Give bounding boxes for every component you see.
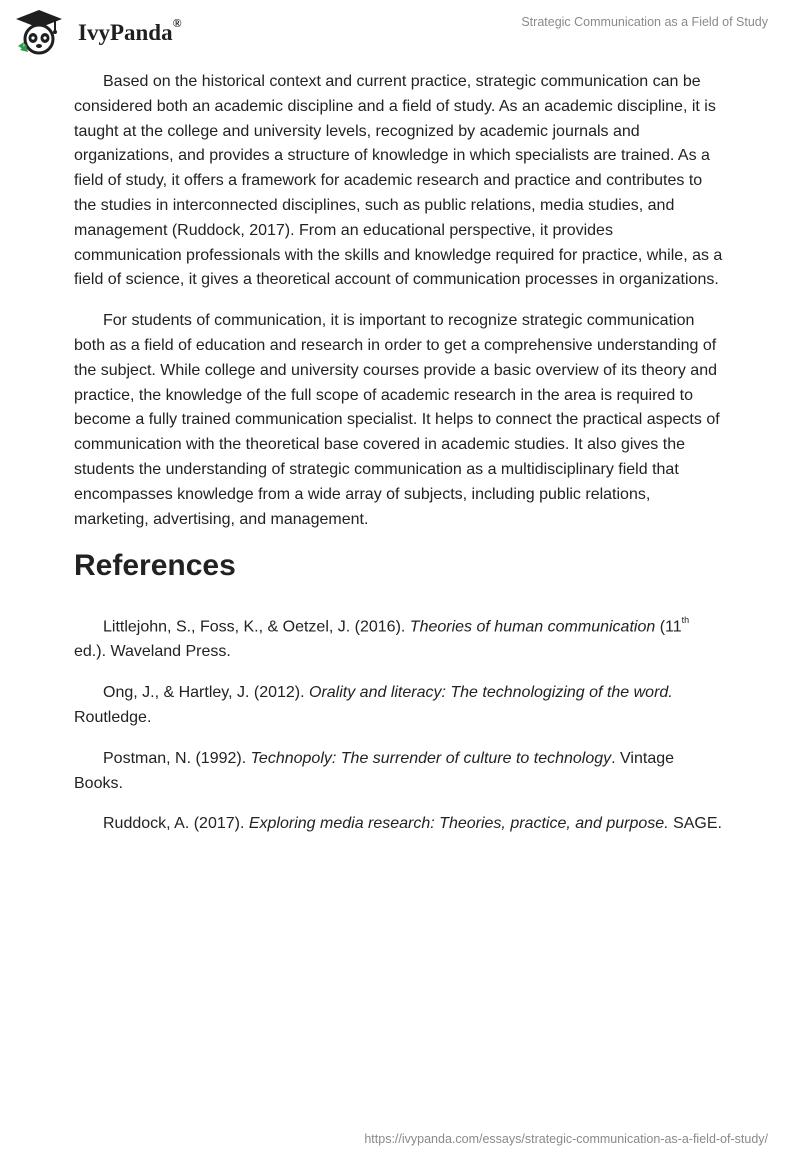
running-title: Strategic Communication as a Field of Study xyxy=(521,15,768,29)
reference-item: Postman, N. (1992). Technopoly: The surrender of culture to technology. Vintage Books. xyxy=(74,749,675,792)
reference-item: Ruddock, A. (2017). Exploring media research: Theories, practice, and purpose. SAGE. xyxy=(103,815,722,833)
source-url-link[interactable]: https://ivypanda.com/essays/strategic-communication-as-a-field-of-study/ xyxy=(364,1132,768,1146)
reference-item: Littlejohn, S., Foss, K., & Oetzel, J. (2016). Theories of human communication (11th ed.). Waveland Press. xyxy=(74,615,690,661)
registered-mark: ® xyxy=(172,16,182,31)
brand-name: IvyPanda® xyxy=(78,16,182,45)
ivypanda-logo[interactable] xyxy=(14,8,204,56)
body-paragraph-1: Based on the historical context and current practice, strategic communication can be considered both an academic discipline and a field of study. As an academic discipline, it is taught at the college and university levels, recognized by academic journals and organizations, and provides a structure of knowledge in which specialists are trained. As a field of study, it offers a framework for academic research and practice and contributes to the studies in interconnected disciplines, such as public relations, media studies, and management (Ruddock, 2017). From an educational perspective, it provides communication professionals with the skills and knowledge required for practice, while, as a field of science, it gives a theoretical account of communication processes in organizations. xyxy=(74,73,723,289)
panda-graduate-icon xyxy=(14,8,64,56)
references-heading: References xyxy=(74,549,236,583)
body-paragraph-2: For students of communication, it is important to recognize strategic communication both as a field of education and research in order to get a comprehensive understanding of the subject. While college and university courses provide a basic overview of its theory and practice, the knowledge of the full scope of academic research in the area is required to become a fully trained communication specialist. It helps to connect the practical aspects of communication with the theoretical base covered in academic studies. It also gives the students the understanding of strategic communication as a multidisciplinary field that encompasses knowledge from a wide array of subjects, including public relations, marketing, advertising, and management. xyxy=(74,312,720,528)
reference-item: Ong, J., & Hartley, J. (2012). Orality and literacy: The technologizing of the word. Routledge. xyxy=(74,684,673,727)
document-body xyxy=(74,70,724,853)
page-header xyxy=(0,0,800,60)
